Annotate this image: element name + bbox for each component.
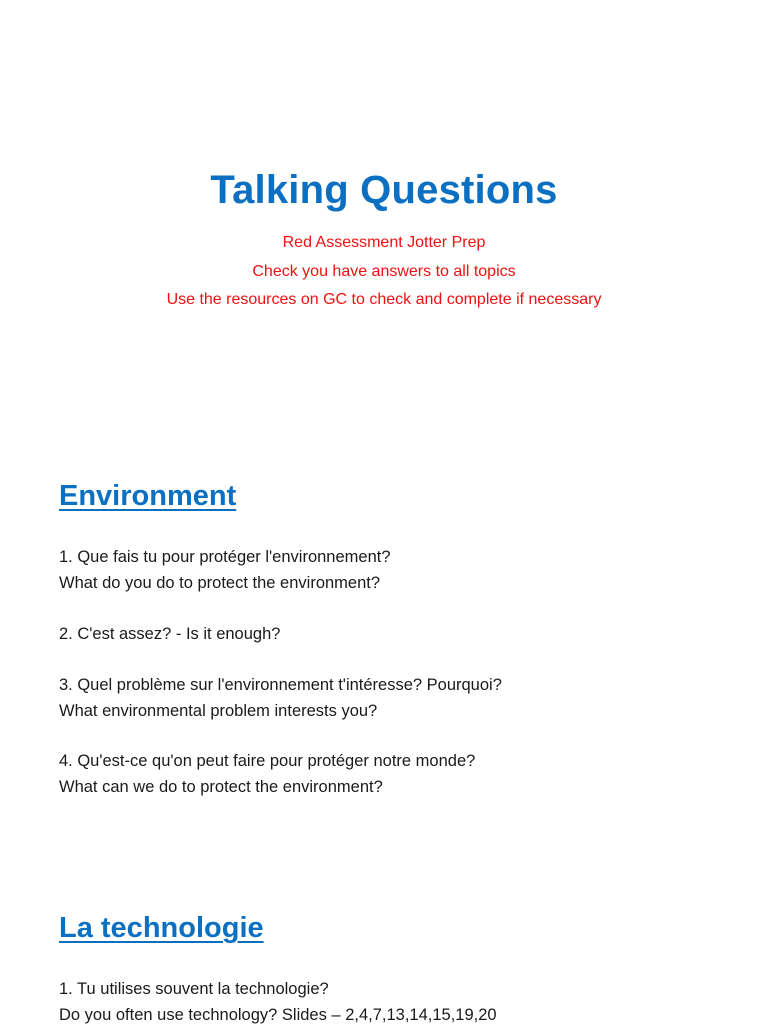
section-heading-environment: Environment (59, 480, 236, 513)
question-french: 3. Quel problème sur l'environnement t'intéresse? Pourquoi? (59, 673, 502, 699)
question-english: What do you do to protect the environment? (59, 571, 391, 597)
instructions (0, 229, 768, 315)
section-heading-technologie: La technologie (59, 912, 264, 945)
question-tech-1 (59, 977, 497, 1028)
instruction-line-2: Check you have answers to all topics (0, 258, 768, 287)
question-env-3 (59, 673, 502, 724)
question-french: 2. C'est assez? - Is it enough? (59, 622, 280, 648)
question-french: 4. Qu'est-ce qu'on peut faire pour protéger notre monde? (59, 749, 475, 775)
instruction-line-1: Red Assessment Jotter Prep (0, 229, 768, 258)
question-env-1 (59, 545, 391, 596)
instruction-line-3: Use the resources on GC to check and complete if necessary (0, 286, 768, 315)
page-title: Talking Questions (0, 168, 768, 213)
question-english: What can we do to protect the environment? (59, 775, 475, 801)
question-french: 1. Tu utilises souvent la technologie? (59, 977, 497, 1003)
question-french: 1. Que fais tu pour protéger l'environnement? (59, 545, 391, 571)
question-env-2 (59, 622, 280, 648)
question-english: Do you often use technology? Slides – 2,4,7,13,14,15,19,20 (59, 1003, 497, 1028)
question-env-4 (59, 749, 475, 800)
question-english: What environmental problem interests you? (59, 699, 502, 725)
